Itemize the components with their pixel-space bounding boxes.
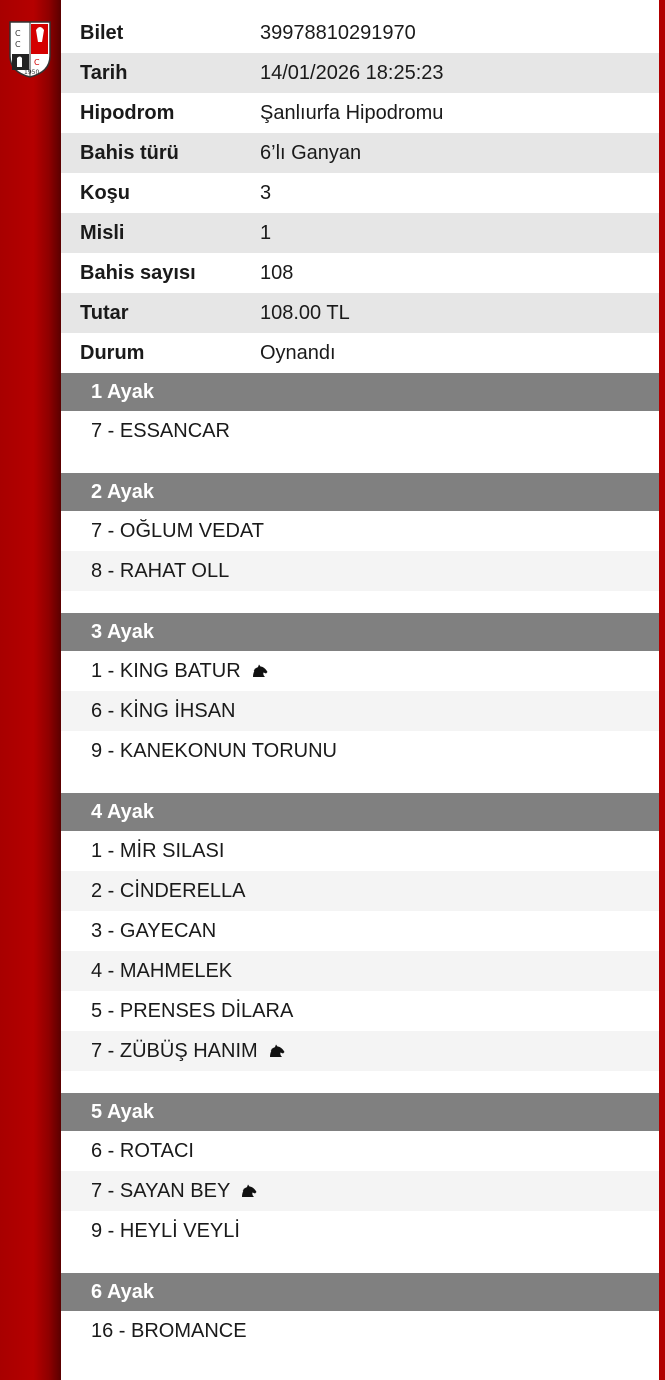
right-edge-bar (659, 0, 665, 1380)
horse-list-item (61, 1031, 659, 1071)
sidebar (0, 0, 61, 1380)
horse-name: 6 - KİNG İHSAN (91, 699, 236, 722)
horse-name: 7 - SAYAN BEY (91, 1179, 231, 1202)
leg-spacer (61, 1251, 659, 1273)
ticket-info-row (61, 53, 659, 93)
info-label: Misli (80, 221, 125, 244)
leg-spacer (61, 591, 659, 613)
horse-list-item (61, 1311, 659, 1351)
leg-header: 5 Ayak (61, 1093, 659, 1131)
ticket-info-row (61, 293, 659, 333)
horse-name: 3 - GAYECAN (91, 919, 217, 942)
horse-head-icon (240, 1184, 258, 1198)
info-label: Hipodrom (80, 101, 175, 124)
info-label: Bahis türü (80, 141, 179, 164)
info-value: Şanlıurfa Hipodromu (260, 101, 444, 124)
ticket-info-row (61, 133, 659, 173)
horse-name: 16 - BROMANCE (91, 1319, 247, 1342)
leg-header: 2 Ayak (61, 473, 659, 511)
leg-header: 1 Ayak (61, 373, 659, 411)
info-value: 39978810291970 (260, 21, 416, 44)
info-value: 108.00 TL (260, 301, 350, 324)
svg-text:C: C (34, 58, 40, 67)
legs-list (61, 373, 659, 1351)
horse-list-item (61, 1211, 659, 1251)
info-value: 108 (260, 261, 294, 284)
leg-spacer (61, 451, 659, 473)
horse-name: 4 - MAHMELEK (91, 959, 233, 982)
ticket-info-table (61, 13, 659, 373)
horse-name: 9 - KANEKONUN TORUNU (91, 739, 337, 762)
horse-head-icon (268, 1044, 286, 1058)
horse-name: 1 - MİR SILASI (91, 839, 225, 862)
info-label: Tutar (80, 301, 129, 324)
horse-name: 7 - OĞLUM VEDAT (91, 519, 264, 542)
horse-list-item (61, 411, 659, 451)
info-label: Tarih (80, 61, 128, 84)
horse-name: 6 - ROTACI (91, 1139, 194, 1162)
info-value: 6’lı Ganyan (260, 141, 362, 164)
horse-list-item (61, 951, 659, 991)
svg-text:C: C (15, 29, 21, 38)
horse-list-item (61, 1171, 659, 1211)
ticket-info-row (61, 173, 659, 213)
horse-list-item (61, 731, 659, 771)
horse-list-item (61, 691, 659, 731)
horse-name: 7 - ZÜBÜŞ HANIM (91, 1039, 258, 1062)
info-value: 14/01/2026 18:25:23 (260, 61, 444, 84)
ticket-info-row (61, 93, 659, 133)
info-label: Bilet (80, 21, 124, 44)
horse-name: 1 - KING BATUR (91, 659, 241, 682)
horse-list-item (61, 831, 659, 871)
horse-list-item (61, 871, 659, 911)
horse-name: 9 - HEYLİ VEYLİ (91, 1219, 240, 1242)
horse-head-icon (251, 664, 269, 678)
horse-name: 7 - ESSANCAR (91, 419, 230, 442)
horse-list-item (61, 991, 659, 1031)
info-label: Koşu (80, 181, 130, 204)
ticket-detail (61, 13, 659, 1351)
horse-list-item (61, 651, 659, 691)
info-value: Oynandı (260, 341, 336, 364)
ticket-info-row (61, 213, 659, 253)
horse-list-item (61, 511, 659, 551)
horse-list-item (61, 1131, 659, 1171)
leg-header: 4 Ayak (61, 793, 659, 831)
horse-list-item (61, 911, 659, 951)
info-label: Durum (80, 341, 145, 364)
horse-name: 2 - CİNDERELLA (91, 879, 246, 902)
ticket-info-row (61, 13, 659, 53)
horse-name: 8 - RAHAT OLL (91, 559, 230, 582)
logo-year-text: 1950 (24, 69, 40, 76)
leg-header: 3 Ayak (61, 613, 659, 651)
ticket-info-row (61, 333, 659, 373)
leg-spacer (61, 1071, 659, 1093)
horse-list-item (61, 551, 659, 591)
svg-text:C: C (15, 40, 21, 49)
info-label: Bahis sayısı (80, 261, 196, 284)
leg-spacer (61, 771, 659, 793)
info-value: 1 (260, 221, 272, 244)
ticket-info-row (61, 253, 659, 293)
horse-name: 5 - PRENSES DİLARA (91, 999, 294, 1022)
jockey-club-logo-icon (6, 20, 54, 78)
info-value: 3 (260, 181, 272, 204)
leg-header: 6 Ayak (61, 1273, 659, 1311)
